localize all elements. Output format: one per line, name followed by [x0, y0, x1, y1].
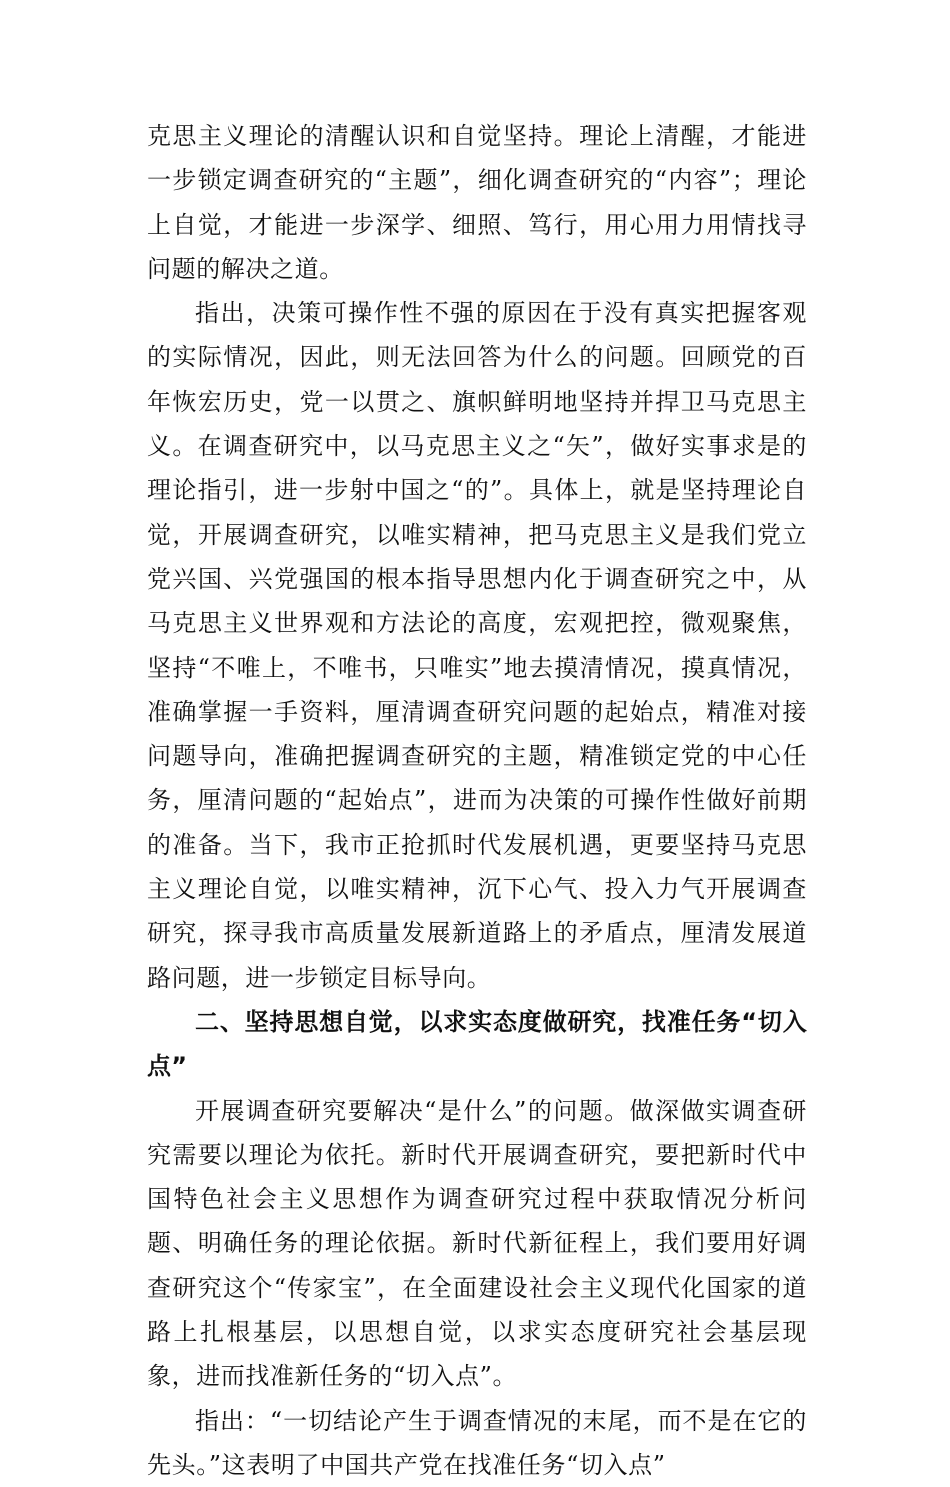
paragraph-continued: 克思主义理论的清醒认识和自觉坚持。理论上清醒，才能进一步锁定调查研究的“主题”，细化调查研究的“内容”；理论上自觉，才能进一步深学、细照、笃行，用心用力用情找寻问题的解决之道。	[147, 122, 807, 283]
section-heading-2: 二、坚持思想自觉，以求实态度做研究，找准任务“切入点”	[147, 1007, 807, 1081]
paragraph-decision-operability: 指出，决策可操作性不强的原因在于没有真实把握客观的实际情况，因此，则无法回答为什么的问题。回顾党的百年恢宏历史，党一以贯之、旗帜鲜明地坚持并捍卫马克思主义。在调查研究中，以马克思主义之“矢”，做好实事求是的理论指引，进一步射中国之“的”。具体上，就是坚持理论自觉，开展调查研究，以唯实精神，把马克思主义是我们党立党兴国、兴党强国的根本指导思想内化于调查研究之中，从马克思主义世界观和方法论的高度，宏观把控，微观聚焦，坚持“不唯上，不唯书，只唯实”地去摸清情况，摸真情况，准确掌握一手资料，厘清调查研究问题的起始点，精准对接问题导向，准确把握调查研究的主题，精准锁定党的中心任务，厘清问题的“起始点”，进而为决策的可操作性做好前期的准备。当下，我市正抢抓时代发展机遇，更要坚持马克思主义理论自觉，以唯实精神，沉下心气、投入力气开展调查研究，探寻我市高质量发展新道路上的矛盾点，厘清发展道路问题，进一步锁定目标导向。	[147, 299, 807, 992]
paragraph-conclusion-quote: 指出：“一切结论产生于调查情况的末尾，而不是在它的先头。”这表明了中国共产党在找准任务“切入点”	[147, 1406, 807, 1479]
paragraph-what-is-it: 开展调查研究要解决“是什么”的问题。做深做实调查研究需要以理论为依托。新时代开展调查研究，要把新时代中国特色社会主义思想作为调查研究过程中获取情况分析问题、明确任务的理论依据。新时代新征程上，我们要用好调查研究这个“传家宝”，在全面建设社会主义现代化国家的道路上扎根基层，以思想自觉，以求实态度研究社会基层现象，进而找准新任务的“切入点”。	[147, 1096, 807, 1391]
document-body	[147, 114, 807, 1487]
